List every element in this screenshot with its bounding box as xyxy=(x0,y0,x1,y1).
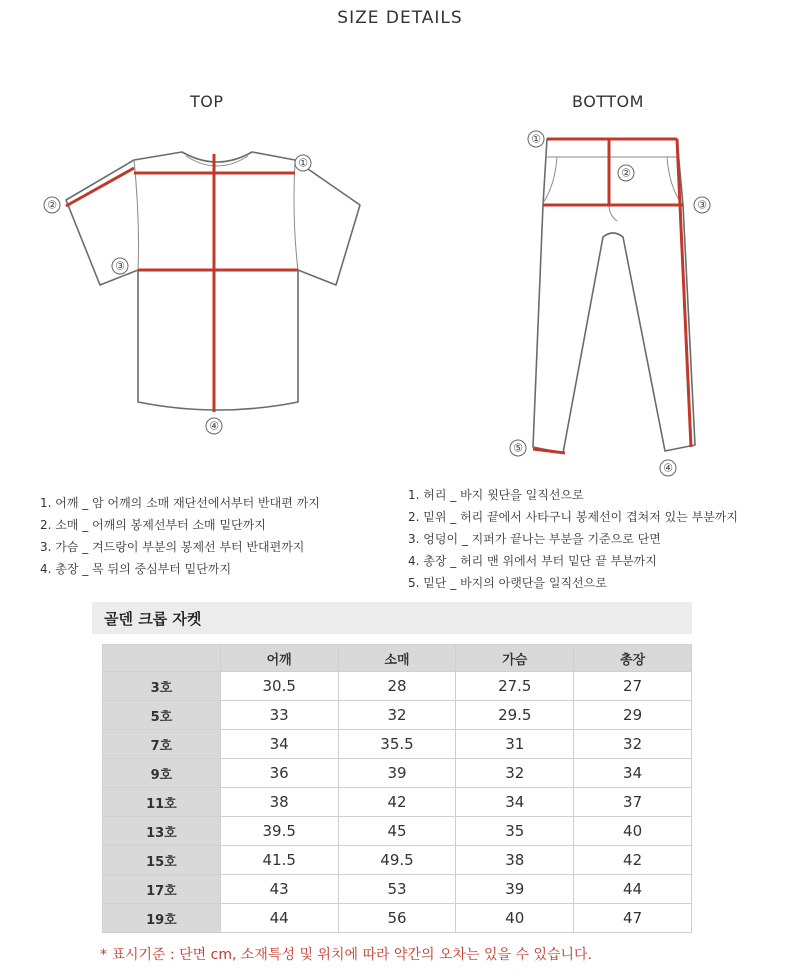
column-header-sleeve: 소매 xyxy=(338,645,456,672)
table-row xyxy=(103,904,692,933)
size-value-cell: 49.5 xyxy=(338,846,456,875)
size-value-cell: 39.5 xyxy=(220,817,338,846)
size-value-cell: 39 xyxy=(456,875,574,904)
svg-text:④: ④ xyxy=(663,461,673,475)
size-value-cell: 42 xyxy=(338,788,456,817)
top-measurement-notes xyxy=(40,492,320,580)
size-value-cell: 44 xyxy=(574,875,692,904)
svg-text:③: ③ xyxy=(697,198,707,212)
size-value-cell: 30.5 xyxy=(220,672,338,701)
svg-text:④: ④ xyxy=(209,419,219,433)
size-value-cell: 32 xyxy=(338,701,456,730)
bottom-marker-2 xyxy=(618,165,634,181)
bottom-marker-4 xyxy=(660,460,676,476)
table-row xyxy=(103,759,692,788)
footnote: * 표시기준 : 단면 cm, 소재특성 및 위치에 따라 약간의 오차는 있을 수 있습니다. xyxy=(100,947,592,963)
bottom-note-2: 2. 밑위 _ 허리 끝에서 사타구니 봉제선이 겹쳐저 있는 부분까지 xyxy=(408,510,738,524)
bottom-marker-1 xyxy=(528,131,544,147)
size-table-body xyxy=(103,672,692,933)
column-header-length: 총장 xyxy=(574,645,692,672)
bottom-note-1: 1. 허리 _ 바지 윗단을 일직선으로 xyxy=(408,488,584,502)
size-value-cell: 38 xyxy=(456,846,574,875)
size-label: 13호 xyxy=(103,817,221,846)
size-value-cell: 44 xyxy=(220,904,338,933)
size-value-cell: 27 xyxy=(574,672,692,701)
size-value-cell: 41.5 xyxy=(220,846,338,875)
product-header-bar xyxy=(92,602,692,634)
size-label: 11호 xyxy=(103,788,221,817)
size-table xyxy=(102,644,692,933)
size-value-cell: 53 xyxy=(338,875,456,904)
table-row xyxy=(103,730,692,759)
table-row xyxy=(103,875,692,904)
size-value-cell: 38 xyxy=(220,788,338,817)
size-value-cell: 33 xyxy=(220,701,338,730)
column-header-shoulder: 어깨 xyxy=(220,645,338,672)
bottom-measurement-notes xyxy=(408,484,738,594)
size-value-cell: 40 xyxy=(574,817,692,846)
top-marker-3 xyxy=(112,258,128,274)
bottom-section-title: BOTTOM xyxy=(572,92,644,111)
bottom-note-4: 4. 총장 _ 허리 맨 위에서 부터 밑단 끝 부분까지 xyxy=(408,554,657,568)
size-value-cell: 34 xyxy=(220,730,338,759)
bottom-marker-5 xyxy=(510,440,526,456)
svg-text:①: ① xyxy=(298,156,308,170)
size-value-cell: 42 xyxy=(574,846,692,875)
table-row xyxy=(103,817,692,846)
table-row xyxy=(103,701,692,730)
size-value-cell: 56 xyxy=(338,904,456,933)
size-column-header xyxy=(103,645,221,672)
size-value-cell: 47 xyxy=(574,904,692,933)
svg-text:⑤: ⑤ xyxy=(513,441,523,455)
size-value-cell: 45 xyxy=(338,817,456,846)
svg-text:②: ② xyxy=(47,198,57,212)
size-label: 3호 xyxy=(103,672,221,701)
size-value-cell: 32 xyxy=(574,730,692,759)
table-row xyxy=(103,788,692,817)
size-label: 5호 xyxy=(103,701,221,730)
size-value-cell: 29.5 xyxy=(456,701,574,730)
table-row xyxy=(103,672,692,701)
top-marker-1 xyxy=(295,155,311,171)
bottom-note-3: 3. 엉덩이 _ 지퍼가 끝나는 부분을 기준으로 단면 xyxy=(408,532,661,546)
top-note-1: 1. 어깨 _ 암 어깨의 소매 재단선에서부터 반대편 까지 xyxy=(40,496,320,510)
size-value-cell: 34 xyxy=(456,788,574,817)
size-label: 15호 xyxy=(103,846,221,875)
size-value-cell: 31 xyxy=(456,730,574,759)
size-value-cell: 39 xyxy=(338,759,456,788)
size-value-cell: 35.5 xyxy=(338,730,456,759)
column-header-chest: 가슴 xyxy=(456,645,574,672)
table-row xyxy=(103,846,692,875)
bottom-marker-3 xyxy=(694,197,710,213)
size-value-cell: 35 xyxy=(456,817,574,846)
size-value-cell: 28 xyxy=(338,672,456,701)
pants-outline xyxy=(533,139,695,453)
top-note-2: 2. 소매 _ 어깨의 봉제선부터 소매 밑단까지 xyxy=(40,518,266,532)
svg-text:①: ① xyxy=(531,132,541,146)
size-value-cell: 43 xyxy=(220,875,338,904)
top-garment-diagram xyxy=(30,140,380,440)
bottom-note-5: 5. 밑단 _ 바지의 아랫단을 일직선으로 xyxy=(408,576,607,590)
top-note-4: 4. 총장 _ 목 뒤의 중심부터 밑단까지 xyxy=(40,562,232,576)
top-note-3: 3. 가슴 _ 겨드랑이 부분의 봉제선 부터 반대편까지 xyxy=(40,540,305,554)
size-value-cell: 32 xyxy=(456,759,574,788)
size-value-cell: 34 xyxy=(574,759,692,788)
size-value-cell: 27.5 xyxy=(456,672,574,701)
size-label: 19호 xyxy=(103,904,221,933)
page-title: SIZE DETAILS xyxy=(337,8,463,28)
size-value-cell: 36 xyxy=(220,759,338,788)
svg-text:③: ③ xyxy=(115,259,125,273)
top-marker-2 xyxy=(44,197,60,213)
top-section-title: TOP xyxy=(190,92,224,111)
top-marker-4 xyxy=(206,418,222,434)
size-table-header-row xyxy=(103,645,692,672)
size-label: 9호 xyxy=(103,759,221,788)
size-value-cell: 40 xyxy=(456,904,574,933)
product-name: 골덴 크롭 자켓 xyxy=(104,610,202,628)
size-label: 17호 xyxy=(103,875,221,904)
size-label: 7호 xyxy=(103,730,221,759)
size-value-cell: 29 xyxy=(574,701,692,730)
size-value-cell: 37 xyxy=(574,788,692,817)
svg-text:②: ② xyxy=(621,166,631,180)
bottom-garment-diagram xyxy=(505,125,725,480)
